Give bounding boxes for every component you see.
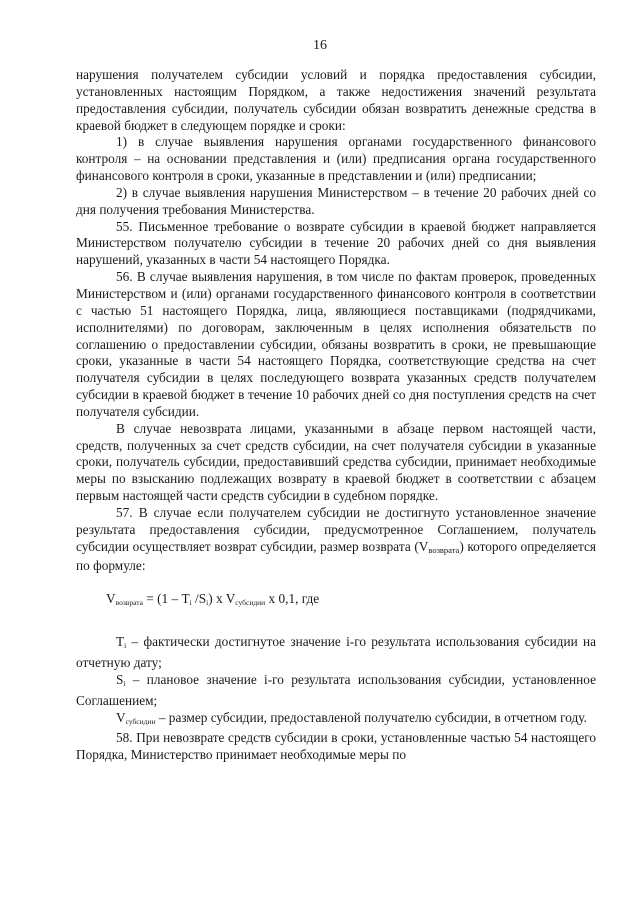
- formula: [76, 591, 596, 612]
- formula-end: x 0,1, где: [265, 591, 320, 607]
- formula-v-subscript: возврата: [115, 598, 143, 608]
- formula-div: /S: [191, 591, 207, 607]
- definition-v-text: – размер субсидии, предоставленой получателю субсидии, в отчетном году.: [155, 709, 587, 725]
- definition-t-text: – фактически достигнутое значение i-го результата использования субсидии на отчетную дату;: [76, 634, 596, 670]
- formula-t-subscript: i: [189, 598, 192, 608]
- formula-times: ) x V: [208, 591, 236, 607]
- definition-s-text: – плановое значение i-го результата использования субсидии, установленное Соглашением;: [76, 671, 596, 708]
- paragraph-intro: нарушения получателем субсидии условий и порядка предоставления субсидии, установленных настоящим Порядком, а также недостижения значений результата предоставления субсидии, получатель субсидии обязан возвратить денежные средства в краевой бюджет в следующем порядке и сроки:: [76, 67, 596, 133]
- paragraph-item-2: 2) в случае выявления нарушения Министерством – в течение 20 рабочих дней со дня получения требования Министерства.: [76, 184, 596, 217]
- formula-v: V: [106, 591, 116, 607]
- definition-s-subscript: i: [123, 678, 126, 688]
- paragraph-57: [76, 505, 596, 575]
- page-number: 16: [313, 38, 327, 53]
- definition-v: [76, 710, 596, 731]
- paragraph-56: 56. В случае выявления нарушения, в том числе по фактам проверок, проведенных Министерством и (или) органами государственного финансового контроля в соответствии с частью 51 настоящего Порядка, лица, являющиеся поставщиками (подрядчиками, исполнителями) по договорам, заключенным в целях исполнения обязательств по соглашению о предоставлении субсидии, обязаны возвратить в сроки, не превышающие сроки, указанные в части 54 настоящего Порядка, соответствующие средства на счет получателя субсидии в целях последующего возврата указанных средств получателем субсидии в краевой бюджет в течение 10 рабочих дней со дня поступления средств на счет получателя субсидии.: [76, 269, 596, 419]
- formula-vs-subscript: субсидии: [235, 598, 266, 608]
- document-body: [76, 67, 596, 764]
- definition-t: [76, 634, 596, 672]
- formula-middle: = (1 – T: [142, 591, 190, 607]
- definition-v-subscript: субсидии: [125, 716, 156, 726]
- paragraph-57-subscript: возврата: [428, 544, 460, 555]
- paragraph-55: 55. Письменное требование о возврате субсидии в краевой бюджет направляется Министерством получателю субсидии в течение 20 рабочих дней со дня выявления нарушений, указанных в части 54 настоящего Порядка.: [76, 218, 596, 268]
- paragraph-56-second: В случае невозврата лицами, указанными в абзаце первом настоящей части, средств, полученных за счет средств субсидии, на счет получателя субсидии в указанные сроки, получатель субсидии, предоставивший средства субсидии, принимает необходимые меры по взысканию подлежащих возврату в краевой бюджет в соответствии с абзацем первым настоящей части средств субсидии в судебном порядке.: [76, 420, 596, 504]
- definition-t-subscript: i: [124, 641, 127, 651]
- definition-v-symbol: V: [116, 709, 126, 725]
- definition-s-symbol: S: [116, 671, 124, 687]
- definition-t-symbol: T: [116, 634, 125, 650]
- paragraph-57-text: 57. В случае если получателем субсидии не достигнуто установленное значение результата предоставления субсидии, предусмотренное Соглашением, получатель субсидии осуществляет возврат субсидии, размер возврата (V: [76, 504, 596, 554]
- formula-s-subscript: i: [206, 598, 209, 608]
- definition-s: [76, 672, 596, 710]
- paragraph-57-end: ) которого определяется по формуле:: [76, 538, 597, 574]
- paragraph-item-1: 1) в случае выявления нарушения органами государственного финансового контроля – на основании представления и (или) предписания органа государственного финансового контроля в сроки, указанные в представлении и (или) предписании;: [76, 134, 596, 184]
- paragraph-58: 58. При невозврате средств субсидии в сроки, установленные частью 54 настоящего Порядка, Министерство принимает необходимые меры по: [76, 730, 596, 763]
